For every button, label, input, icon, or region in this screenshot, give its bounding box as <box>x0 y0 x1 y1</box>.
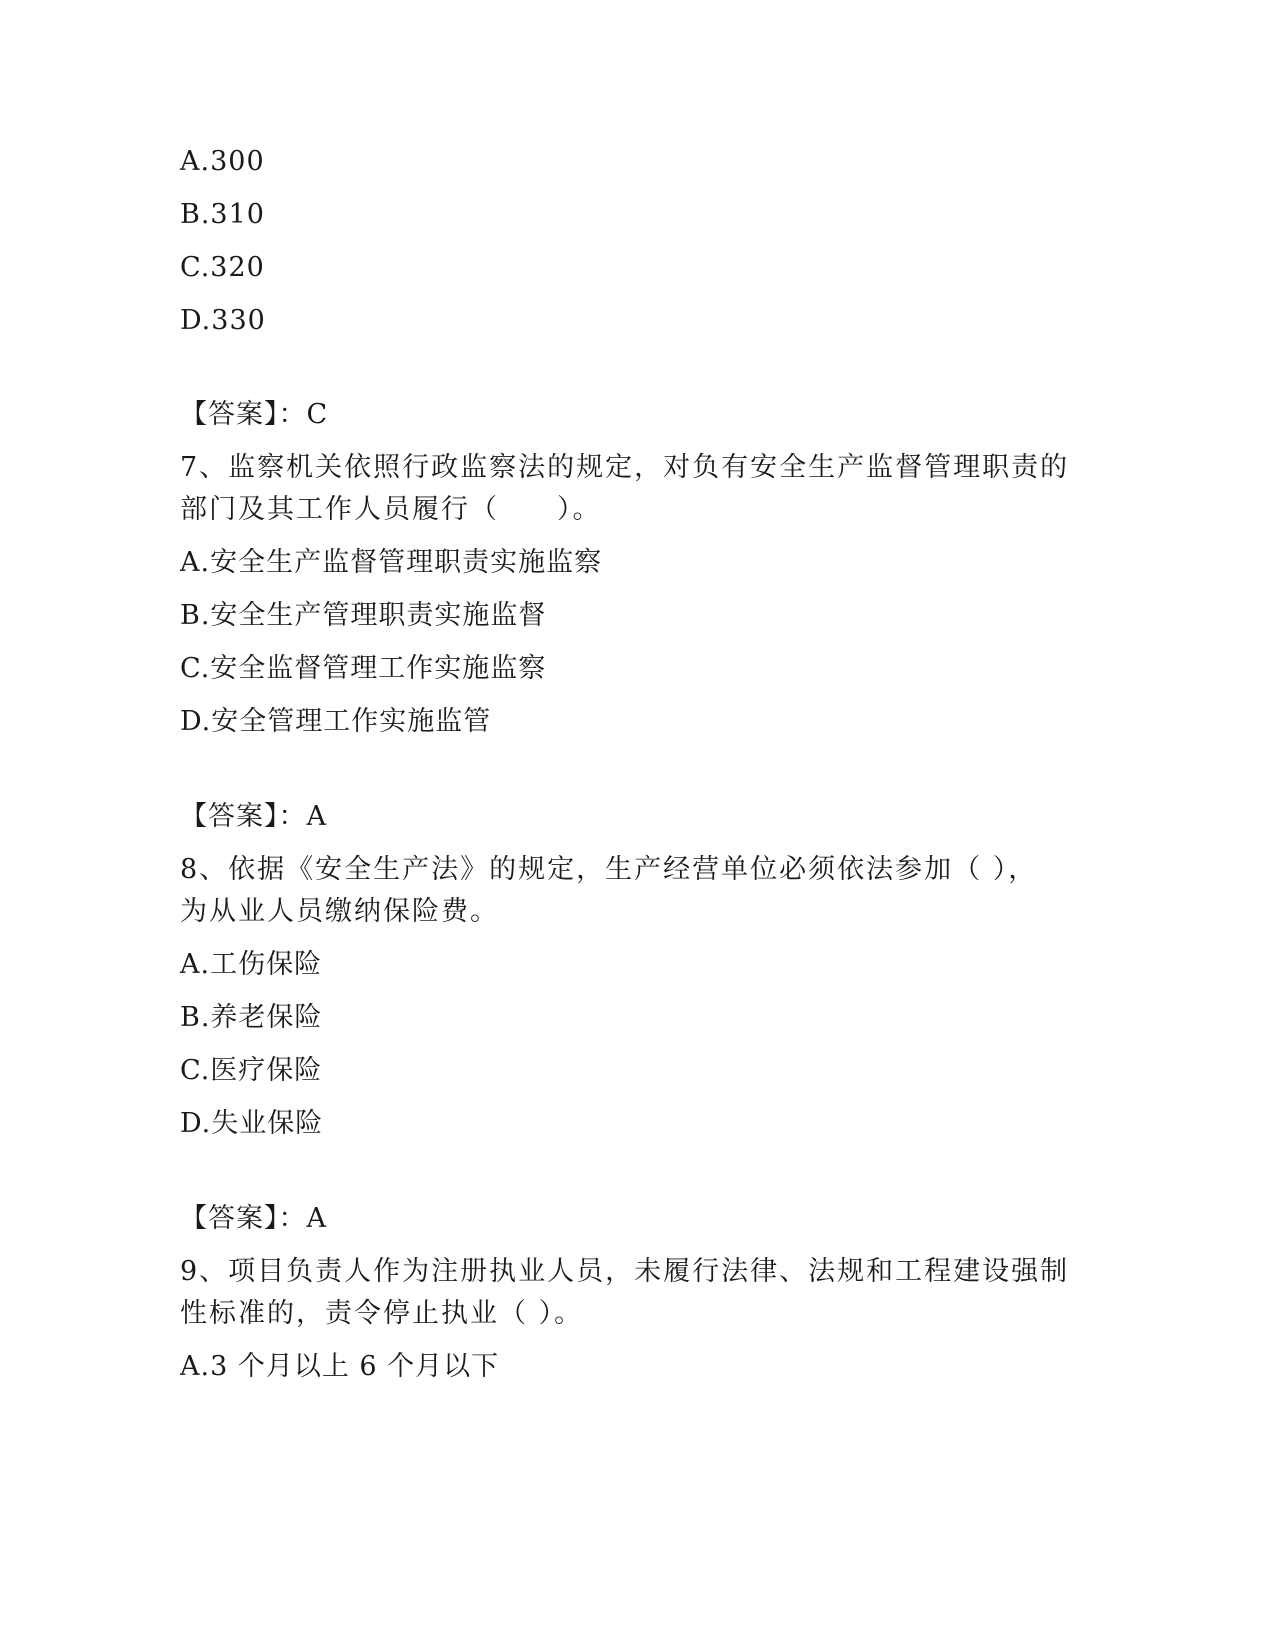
question-8-option-a: A.工伤保险 <box>180 949 323 980</box>
question-9-text-line-1: 9、项目负责人作为注册执业人员，未履行法律、法规和工程建设强制 <box>180 1256 1070 1287</box>
question-8-option-b: B.养老保险 <box>180 1002 323 1033</box>
option-a: A.300 <box>180 146 265 177</box>
option-c: C.320 <box>180 252 265 283</box>
question-7-option-d: D.安全管理工作实施监管 <box>180 706 492 737</box>
question-7-text-line-2: 部门及其工作人员履行（ ）。 <box>180 494 602 525</box>
question-8-option-d: D.失业保险 <box>180 1108 324 1139</box>
question-8-option-c: C.医疗保险 <box>180 1055 323 1086</box>
question-8-text-line-2: 为从业人员缴纳保险费。 <box>180 896 499 927</box>
option-d: D.330 <box>180 305 266 336</box>
option-b: B.310 <box>180 199 265 230</box>
answer-label: 【答案】：C <box>180 399 329 430</box>
question-7-option-a: A.安全生产监督管理职责实施监察 <box>180 547 603 578</box>
question-9-option-a: A.3 个月以上 6 个月以下 <box>180 1351 500 1382</box>
question-8-answer: 【答案】：A <box>180 1203 327 1234</box>
question-7-answer: 【答案】：A <box>180 801 327 832</box>
question-7-option-b: B.安全生产管理职责实施监督 <box>180 600 547 631</box>
question-9-text-line-2: 性标准的，责令停止执业（ ）。 <box>180 1298 584 1329</box>
question-8-text-line-1: 8、依据《安全生产法》的规定，生产经营单位必须依法参加（ ）， <box>180 854 1038 885</box>
question-7-text-line-1: 7、监察机关依照行政监察法的规定，对负有安全生产监督管理职责的 <box>180 452 1070 483</box>
question-7-option-c: C.安全监督管理工作实施监察 <box>180 653 547 684</box>
